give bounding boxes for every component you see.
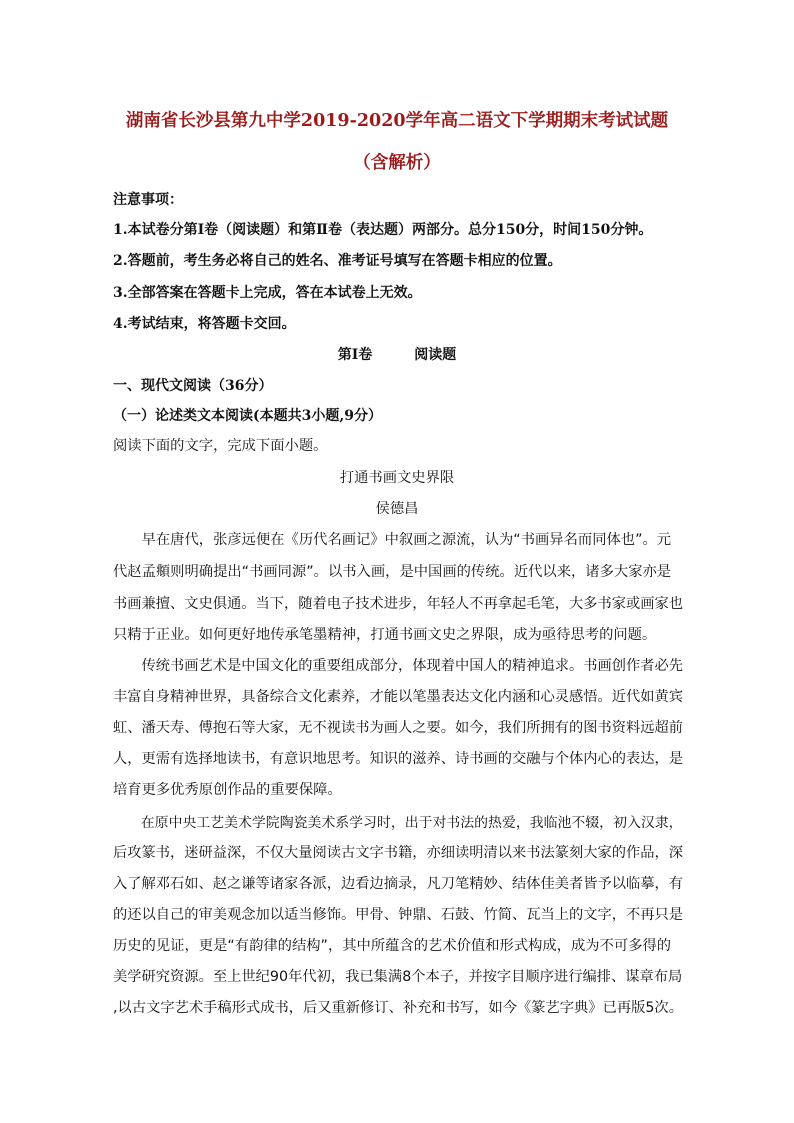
document-subtitle: （含解析） (353, 153, 441, 173)
article-line: 丰富自身精神世界，具备综合文化素养，才能以笔墨表达文化内涵和心灵感悟。近代如黄宾 (113, 689, 684, 705)
volume-part: 第Ⅰ卷 (337, 347, 373, 363)
notes-heading: 注意事项： (113, 192, 183, 208)
article-line: 在原中央工艺美术学院陶瓷美术系学习时，出于对书法的热爱，我临池不辍，初入汉隶， (113, 815, 683, 831)
article-line: 传统书画艺术是中国文化的重要组成部分，体现着中国人的精神追求。书画创作者必先 (113, 658, 684, 674)
article-line: 只精于正业。如何更好地传承笔墨精神，打通书画文史之界限，成为亟待思考的问题。 (113, 627, 657, 643)
article-line: 人，更需有选择地读书，有意识地思考。知识的滋养、诗书画的交融与个体内心的表达，是 (113, 751, 684, 767)
section-instruction: 阅读下面的文字，完成下面小题。 (113, 438, 328, 454)
article-author: 侯德昌 (375, 501, 419, 517)
article-title: 打通书画文史界限 (339, 470, 455, 486)
section-title: 一、现代文阅读（36分） (113, 378, 273, 394)
article-line: 书画兼擅、文史俱通。当下，随着电子技术进步，年轻人不再拿起毛笔，大多书家或画家也 (113, 596, 684, 612)
article-line: 后攻篆书，迷研益深，不仅大量阅读古文字书籍，亦细读明清以来书法篆刻大家的作品，深 (113, 845, 684, 861)
article-line: 虹、潘天寿、傅抱石等大家，无不视读书为画人之要。如今，我们所拥有的图书资料远超前 (113, 720, 684, 736)
article-line: 的还以自己的审美观念加以适当修饰。甲骨、钟鼎、石鼓、竹简、瓦当上的文字，不再只是 (113, 907, 684, 923)
notes-item-1: 1.本试卷分第Ⅰ卷（阅读题）和第Ⅱ卷（表达题）两部分。总分150分，时间150分钟。 (113, 222, 653, 238)
article-line: 早在唐代，张彦远便在《历代名画记》中叙画之源流，认为“书画异名而同体也”。元 (113, 532, 672, 548)
section-subtitle: （一）论述类文本阅读(本题共3小题,9分） (113, 408, 382, 424)
article-line: 入了解邓石如、赵之谦等诸家各派，边看边摘录，凡刀笔精妙、结体佳美者皆予以临摹，有 (113, 876, 684, 892)
notes-item-3: 3.全部答案在答题卡上完成，答在本试卷上无效。 (113, 285, 422, 301)
notes-item-4: 4.考试结束，将答题卡交回。 (113, 316, 296, 332)
article-line: ,以古文字艺术手稿形式成书，后又重新修订、补充和书写，如今《篆艺字典》已再版5次。 (113, 1000, 683, 1016)
article-line: 代赵孟頫则明确提出“书画同源”。以书入画，是中国画的传统。近代以来，诸多大家亦是 (113, 564, 672, 580)
article-line: 美学研究资源。至上世纪90年代初，我已集满8个本子，并按字目顺序进行编排、谋章布局 (113, 969, 683, 985)
article-line: 培育更多优秀原创作品的重要保障。 (113, 782, 342, 798)
volume-heading (112, 344, 682, 364)
volume-name: 阅读题 (414, 347, 457, 363)
article-line: 历史的见证，更是“有韵律的结构”，其中所蕴含的艺术价值和形式构成，成为不可多得的 (113, 938, 672, 954)
document-title: 湖南省长沙县第九中学2019-2020学年高二语文下学期期末考试试题 (125, 111, 669, 131)
notes-item-2: 2.答题前，考生务必将自己的姓名、准考证号填写在答题卡相应的位置。 (113, 253, 562, 269)
